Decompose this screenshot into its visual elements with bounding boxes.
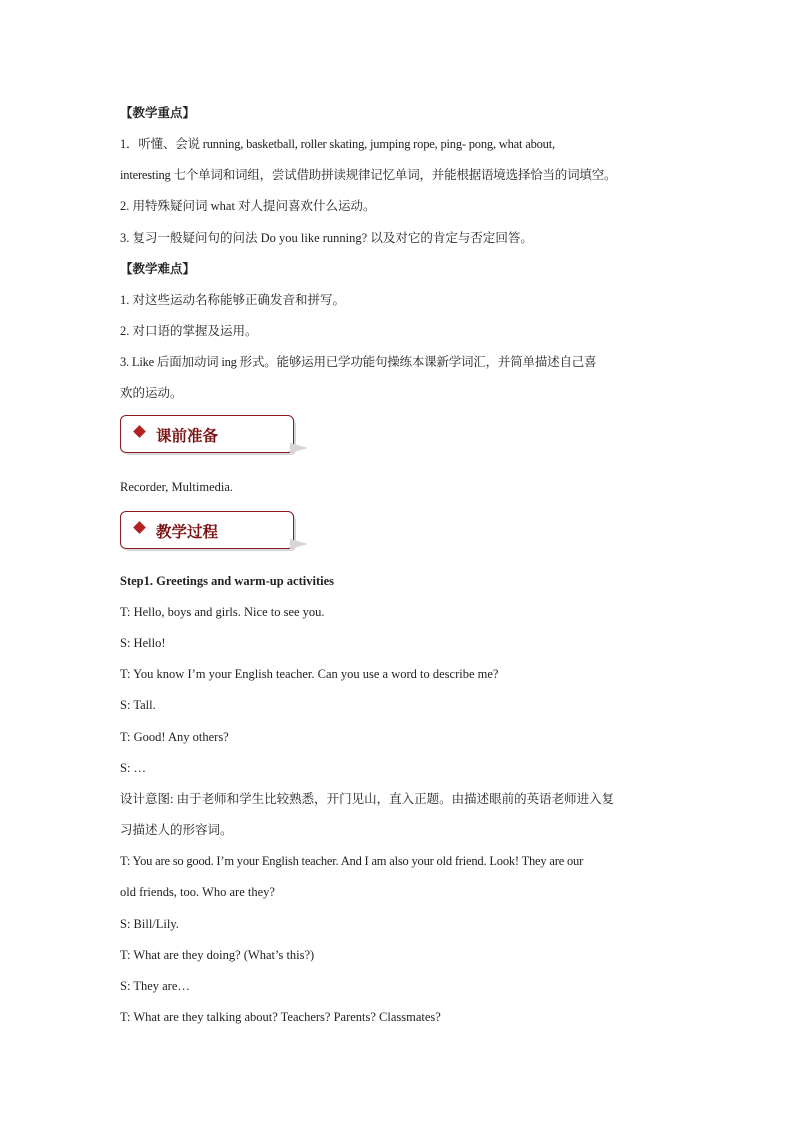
dialog-line: S: Hello! (120, 636, 166, 650)
dialog-line: T: Good! Any others? (120, 730, 229, 744)
focus-item-1: 1．听懂、会说 running, basketball, roller skating, jumping rope, ping- pong, what about, (120, 137, 555, 151)
dialog-line: old friends, too. Who are they? (120, 885, 275, 899)
step-title: Step1. Greetings and warm-up activities (120, 574, 334, 588)
banner-title: 课前准备 (156, 427, 219, 445)
difficulty-item-1: 1. 对这些运动名称能够正确发音和拼写。 (120, 293, 346, 307)
dialog-line: S: Bill/Lily. (120, 917, 179, 931)
dialog-line: T: What are they talking about? Teachers? Parents? Classmates? (120, 1010, 441, 1024)
preparation-text: Recorder, Multimedia. (120, 480, 234, 494)
focus-item-3: 3. 复习一般疑问句的问法 Do you like running? 以及对它的肯定与否定回答。 (120, 231, 533, 245)
heading-teaching-difficulty: 【教学难点】 (120, 262, 196, 276)
design-intent-line-cont: 习描述人的形容词。 (120, 823, 233, 837)
banner-tail-decoration (290, 443, 308, 453)
dialog-line: T: What are they doing? (What’s this?) (120, 948, 315, 962)
difficulty-item-2: 2. 对口语的掌握及运用。 (120, 324, 258, 338)
dialog-line: T: You are so good. I’m your English teacher. And I am also your old friend. Look! They are our (120, 854, 584, 868)
section-banner-preparation (120, 415, 294, 453)
banner-title: 教学过程 (156, 523, 219, 541)
dialog-line: T: You know I’m your English teacher. Can you use a word to describe me? (120, 667, 499, 681)
difficulty-item-3: 3. Like 后面加动词 ing 形式。能够运用已学功能句操练本课新学词汇，并简单描述自己喜 (120, 355, 597, 369)
diamond-icon (133, 425, 146, 438)
diamond-icon (133, 521, 146, 534)
focus-item-2: 2. 用特殊疑问词 what 对人提问喜欢什么运动。 (120, 199, 376, 213)
difficulty-item-3-cont: 欢的运动。 (120, 386, 183, 400)
dialog-line: S: … (120, 761, 147, 775)
dialog-line: T: Hello, boys and girls. Nice to see you. (120, 605, 325, 619)
section-banner-process (120, 511, 294, 549)
dialog-line: S: They are… (120, 979, 190, 993)
dialog-line: S: Tall. (120, 698, 156, 712)
design-intent-line: 设计意图: 由于老师和学生比较熟悉，开门见山，直入正题。由描述眼前的英语老师进入复 (120, 792, 615, 806)
focus-item-1-cont: interesting 七个单词和词组，尝试借助拼读规律记忆单词，并能根据语境选择恰当的词填空。 (120, 168, 617, 182)
banner-tail-decoration (290, 539, 308, 549)
heading-teaching-focus: 【教学重点】 (120, 106, 196, 120)
